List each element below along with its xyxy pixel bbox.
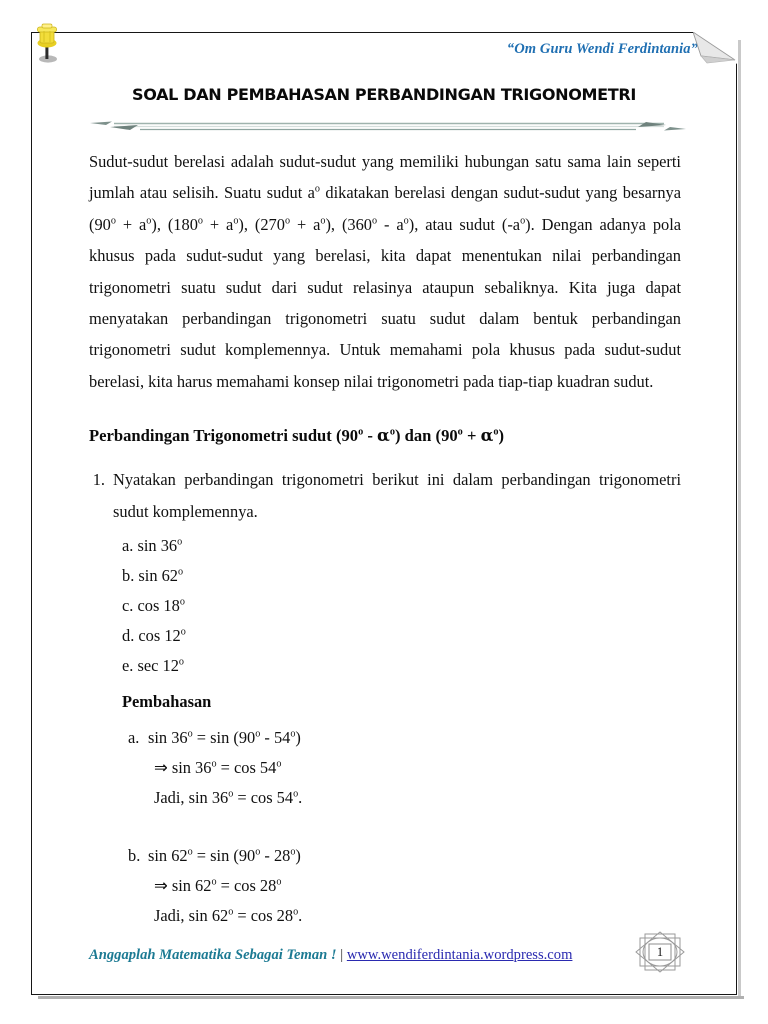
document-body: [89, 146, 681, 931]
solution-equation: $\sin 36^o = \sin (90^o - 54^o)$: [148, 728, 301, 748]
solution-step: ⇒ $\sin 36^o = \cos 54^o$: [154, 758, 282, 778]
solution-spacer: [89, 813, 681, 835]
solution-a: [89, 723, 681, 813]
header-quote: “Om Guru Wendi Ferdintania”: [506, 41, 698, 57]
footer-url-link[interactable]: www.wendiferdintania.wordpress.com: [346, 947, 573, 963]
footer-tagline: Anggaplah Matematika Sebagai Teman !: [89, 947, 337, 963]
list-item: d. cos 12$^o$: [122, 626, 186, 646]
solution-first-line: [122, 723, 681, 753]
list-item: b. sin 62$^o$: [122, 566, 184, 586]
list-item: e. sec 12$^o$: [122, 656, 184, 676]
question-text: Nyatakan perbandingan trigonometri berikut ini dalam perbandingan trigonometri sudut komplemennya.: [113, 470, 681, 521]
question-item: [89, 464, 681, 527]
section-heading: Perbandingan Trigonometri sudut $(90^o - \alpha^o)$ dan $(90^o + \alpha^o)$: [89, 425, 505, 446]
page-number: 1: [656, 944, 664, 959]
solution-conclusion: Jadi, $\sin 62^o = \cos 28^o$.: [154, 906, 303, 926]
solution-equation: $\sin 62^o = \sin (90^o - 28^o)$: [148, 846, 301, 866]
pembahasan-heading: Pembahasan: [122, 692, 212, 712]
list-item: a. sin 36$^o$: [122, 536, 183, 556]
footer-separator: |: [340, 947, 344, 963]
intro-paragraph: Sudut-sudut berelasi adalah sudut-sudut yang memiliki hubungan satu sama lain seperti jumlah atau selisih. Suatu sudut $a^o$ dikatakan berelasi dengan sudut-sudut yang besarnya $(90^o + a^o)$, $(180^o + a^o)$, $(270^o + a^o)$, $(360^o - a^o)$, atau sudut $(-a^o)$. Dengan adanya pola khusus pada sudut-sudut yang berelasi, kita dapat menentukan nilai perbandingan trigonometri suatu sudut dari sudut relasinya ataupun sebaliknya. Kita juga dapat menyatakan perbandingan trigonometri suatu sudut dalam bentuk perbandingan trigonometri sudut komplemennya. Untuk memahami pola khusus pada sudut-sudut berelasi, kita harus memahami konsep nilai trigonometri pada tiap-tiap kuadran sudut.: [89, 152, 682, 391]
page-shadow-right: [738, 40, 741, 998]
page-shadow-bottom: [38, 996, 744, 999]
document-page: [31, 32, 737, 995]
page-curl-icon: [693, 32, 737, 72]
list-item: c. cos 18$^o$: [122, 596, 185, 616]
page-number-ornament: [632, 930, 688, 974]
solution-b: [89, 841, 681, 931]
pushpin-icon: [30, 22, 64, 72]
page-title: SOAL DAN PEMBAHASAN PERBANDINGAN TRIGONOMETRI: [132, 85, 636, 104]
question-options-list: [89, 531, 681, 681]
solution-letter: a.: [128, 728, 140, 748]
footer: [89, 947, 572, 964]
ornamental-divider: [88, 115, 688, 137]
solution-letter: b.: [128, 846, 141, 866]
solution-first-line: [122, 841, 681, 871]
solution-conclusion: Jadi, $\sin 36^o = \cos 54^o$.: [154, 788, 303, 808]
question-number: 1.: [92, 470, 105, 490]
solution-step: ⇒ $\sin 62^o = \cos 28^o$: [154, 876, 282, 896]
